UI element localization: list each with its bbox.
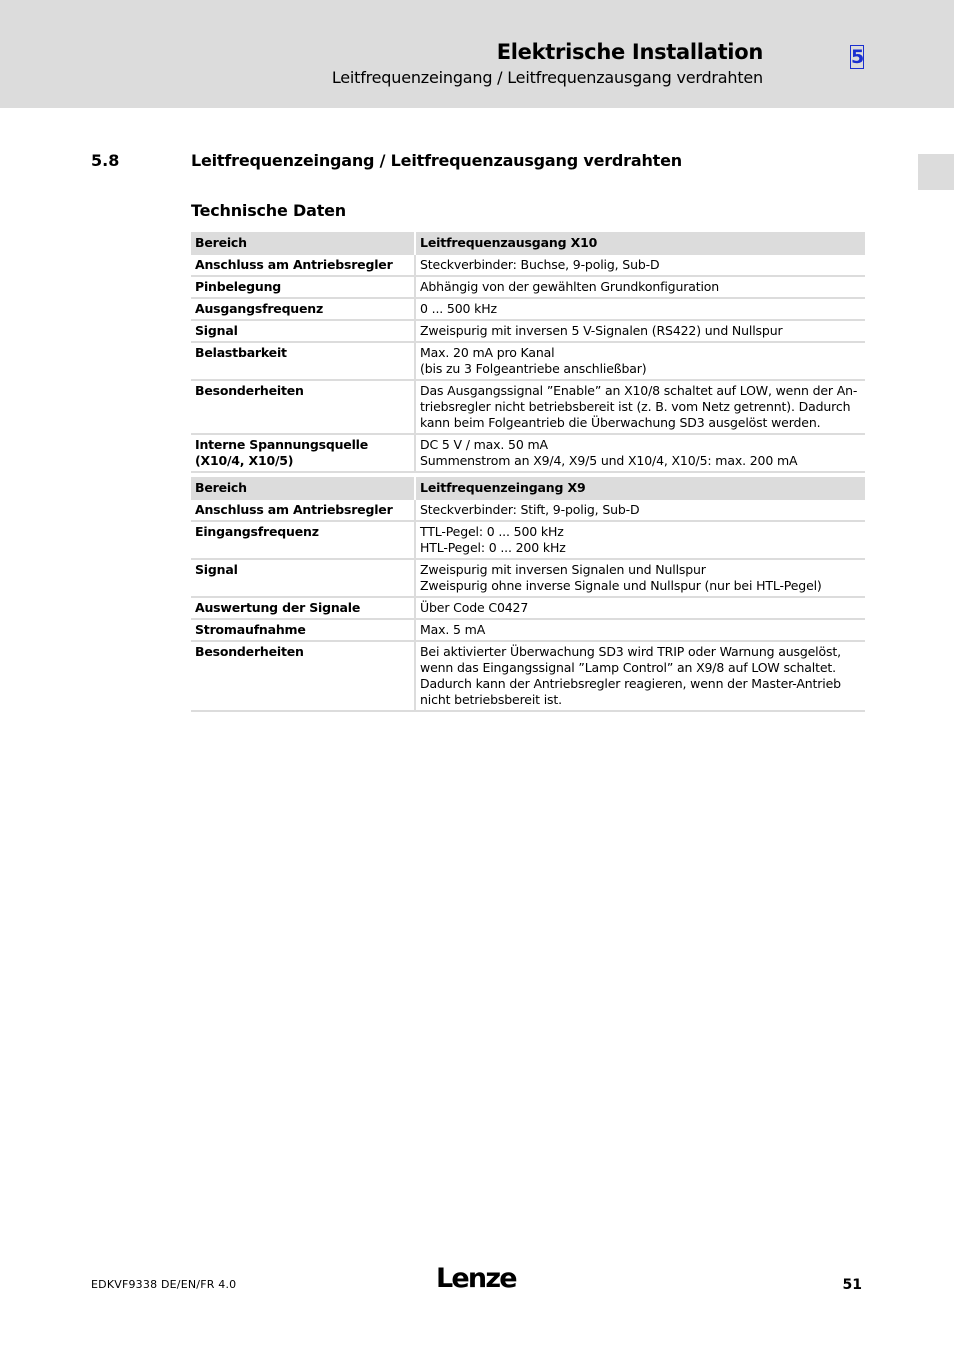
row-value: Abhängig von der gewählten Grundkonfiguration: [415, 276, 865, 298]
row-label: Stromaufnahme: [191, 619, 415, 641]
row-value: Über Code C0427: [415, 597, 865, 619]
table-header-row: [191, 232, 865, 255]
table-row: [191, 559, 865, 597]
row-label: Besonderheiten: [191, 641, 415, 711]
table-row: [191, 380, 865, 434]
header-cell: Bereich: [191, 477, 415, 500]
table-row: [191, 641, 865, 711]
chapter-title: Elektrische Installation: [496, 40, 763, 64]
row-value: Max. 20 mA pro Kanal (bis zu 3 Folgeantriebe anschließbar): [415, 342, 865, 380]
table-row: [191, 619, 865, 641]
table-row: [191, 500, 865, 521]
subsection-title: Technische Daten: [191, 201, 346, 220]
table-header-row: [191, 477, 865, 500]
row-label: Auswertung der Signale: [191, 597, 415, 619]
row-value: Steckverbinder: Stift, 9-polig, Sub-D: [415, 500, 865, 521]
row-label: Pinbelegung: [191, 276, 415, 298]
row-label: Signal: [191, 320, 415, 342]
row-label: Anschluss am Antriebsregler: [191, 500, 415, 521]
chapter-number-badge[interactable]: 5: [851, 46, 865, 68]
spec-table-input-x9: [191, 477, 865, 712]
row-label: Signal: [191, 559, 415, 597]
header-cell: Leitfrequenzausgang X10: [415, 232, 865, 255]
table-row: [191, 434, 865, 472]
row-label: Interne Spannungsquelle (X10/4, X10/5): [191, 434, 415, 472]
row-label: Belastbarkeit: [191, 342, 415, 380]
table-row: [191, 521, 865, 559]
row-label: Anschluss am Antriebsregler: [191, 255, 415, 276]
row-value: Das Ausgangssignal ”Enable” an X10/8 schaltet auf LOW, wenn der An- triebsregler nicht betriebsbereit ist (z. B. vom Netz getrennt). Dadurch kann beim Folgeantrieb die Überwachung SD3 ausgelöst werden.: [415, 380, 865, 434]
row-value: Bei aktivierter Überwachung SD3 wird TRIP oder Warnung ausgelöst, wenn das Eingangssignal ”Lamp Control” an X9/8 auf LOW schaltet. Dadurch kann der Antriebsregler reagieren, wenn der Master-Antrieb nicht betriebsbereit ist.: [415, 641, 865, 711]
spec-table-output-x10: [191, 232, 865, 473]
row-value: TTL-Pegel: 0 ... 500 kHz HTL-Pegel: 0 ... 200 kHz: [415, 521, 865, 559]
document-id: EDKVF9338 DE/EN/FR 4.0: [91, 1278, 237, 1291]
row-value: Steckverbinder: Buchse, 9-polig, Sub-D: [415, 255, 865, 276]
row-label: Besonderheiten: [191, 380, 415, 434]
row-value: DC 5 V / max. 50 mA Summenstrom an X9/4, X9/5 und X10/4, X10/5: max. 200 mA: [415, 434, 865, 472]
page-number: 51: [842, 1277, 862, 1293]
table-row: [191, 255, 865, 276]
row-value: 0 ... 500 kHz: [415, 298, 865, 320]
table-row: [191, 342, 865, 380]
header-band: [0, 0, 954, 108]
header-cell: Leitfrequenzeingang X9: [415, 477, 865, 500]
row-value: Zweispurig mit inversen 5 V-Signalen (RS422) und Nullspur: [415, 320, 865, 342]
table-row: [191, 298, 865, 320]
side-index-tab: [918, 154, 954, 190]
row-label: Eingangsfrequenz: [191, 521, 415, 559]
table-row: [191, 276, 865, 298]
lenze-logo: Lenze: [436, 1263, 516, 1294]
row-label: Ausgangsfrequenz: [191, 298, 415, 320]
chapter-subtitle: Leitfrequenzeingang / Leitfrequenzausgang verdrahten: [331, 68, 763, 87]
section-title: Leitfrequenzeingang / Leitfrequenzausgang verdrahten: [191, 151, 682, 170]
row-value: Zweispurig mit inversen Signalen und Nullspur Zweispurig ohne inverse Signale und Nullspur (nur bei HTL-Pegel): [415, 559, 865, 597]
section-number: 5.8: [91, 151, 120, 170]
header-cell: Bereich: [191, 232, 415, 255]
row-value: Max. 5 mA: [415, 619, 865, 641]
table-row: [191, 320, 865, 342]
table-row: [191, 597, 865, 619]
